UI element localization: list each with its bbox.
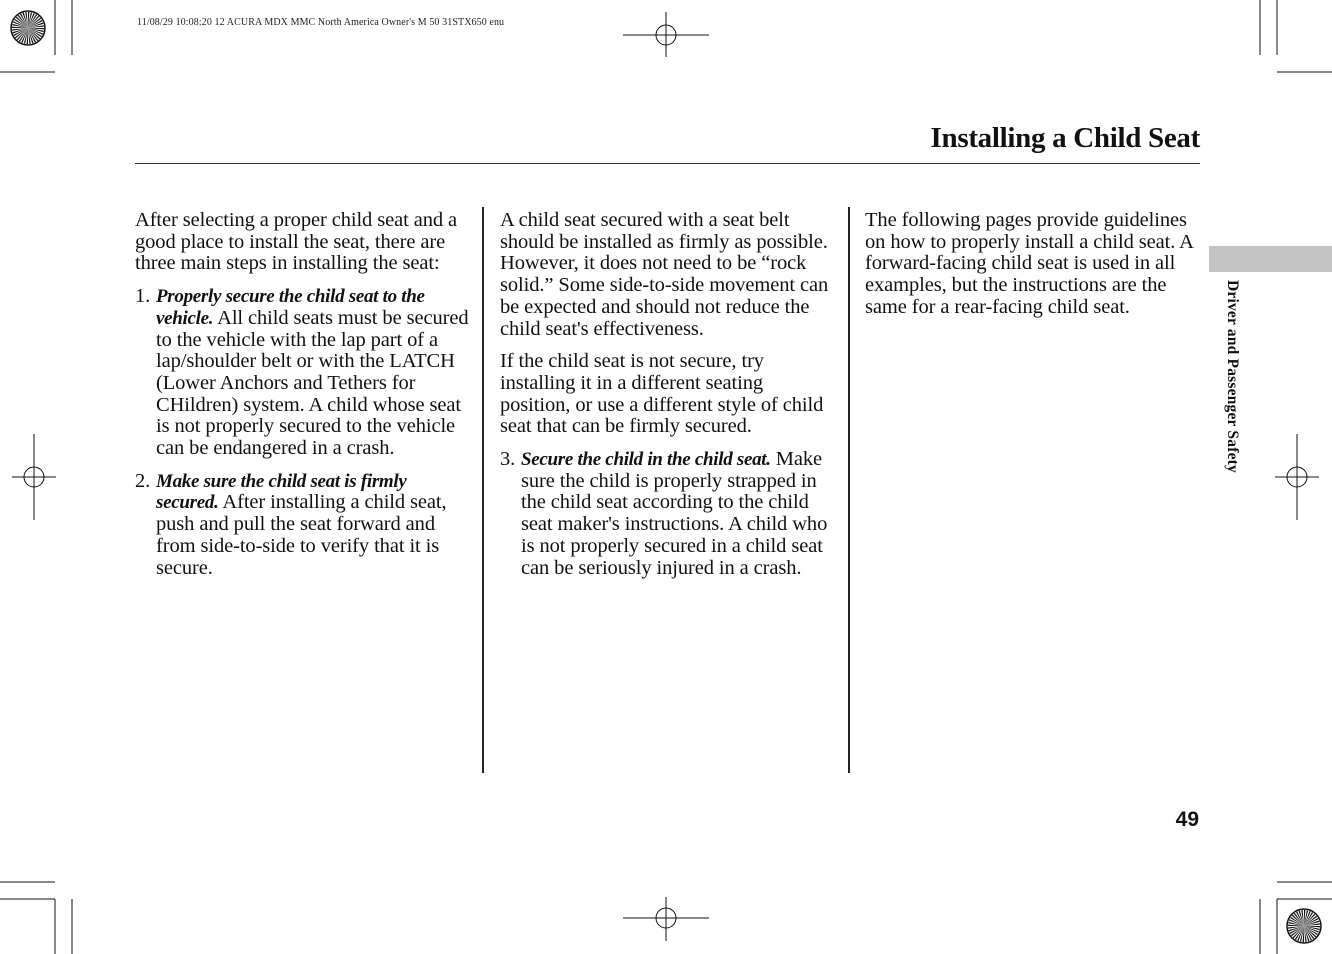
- step-number: 1.: [135, 285, 151, 308]
- intro-paragraph: After selecting a proper child seat and a good place to install the seat, there are three main steps in installing the seat:: [135, 209, 458, 275]
- step-body: After installing a child seat, push and pull the seat forward and from side-to-side to verify that it is secure.: [156, 491, 447, 579]
- step-heading: Secure the child in the child seat.: [521, 449, 771, 471]
- paragraph: If the child seat is not secure, try installing it in a different seating position, or use a different style of child seat that can be firmly secured.: [500, 350, 824, 438]
- step-number: 2.: [135, 469, 151, 492]
- step-1: [135, 286, 470, 460]
- title-divider: [135, 163, 1200, 164]
- step-3: [500, 449, 835, 579]
- column-1: [135, 210, 470, 590]
- section-label: Driver and Passenger Safety: [1224, 280, 1241, 473]
- step-number: 3.: [500, 448, 516, 471]
- step-2: [135, 471, 470, 580]
- page-title: Installing a Child Seat: [930, 122, 1200, 154]
- column-divider-1: [482, 207, 484, 773]
- column-2: [500, 210, 835, 590]
- step-heading: Properly secure the child seat to the vehicle.: [156, 286, 425, 329]
- column-divider-2: [848, 207, 850, 773]
- step-body: Make sure the child is properly strapped in the child seat according to the child seat maker's instructions. A child who is not properly secured in a child seat can be seriously injured in a crash.: [521, 448, 828, 579]
- step-heading: Make sure the child seat is firmly secured.: [156, 470, 407, 514]
- column-3: [865, 210, 1195, 330]
- paragraph: The following pages provide guidelines on how to properly install a child seat. A forward-facing child seat is used in all examples, but the instructions are the same for a rear-facing child seat.: [865, 209, 1193, 318]
- section-tab: [1209, 246, 1332, 272]
- step-body: All child seats must be secured to the vehicle with the lap part of a lap/shoulder belt or with the LATCH (Lower Anchors and Tethers for CHildren) system. A child whose seat is not properly secured to the vehicle can be endangered in a crash.: [156, 306, 469, 460]
- paragraph: A child seat secured with a seat belt should be installed as firmly as possible. However, it does not need to be “rock solid.” Some side-to-side movement can be expected and should not reduce the child seat's effectiveness.: [500, 209, 829, 340]
- print-header: 11/08/29 10:08:20 12 ACURA MDX MMC North America Owner's M 50 31STX650 enu: [137, 17, 505, 28]
- page-number: 49: [1175, 808, 1199, 831]
